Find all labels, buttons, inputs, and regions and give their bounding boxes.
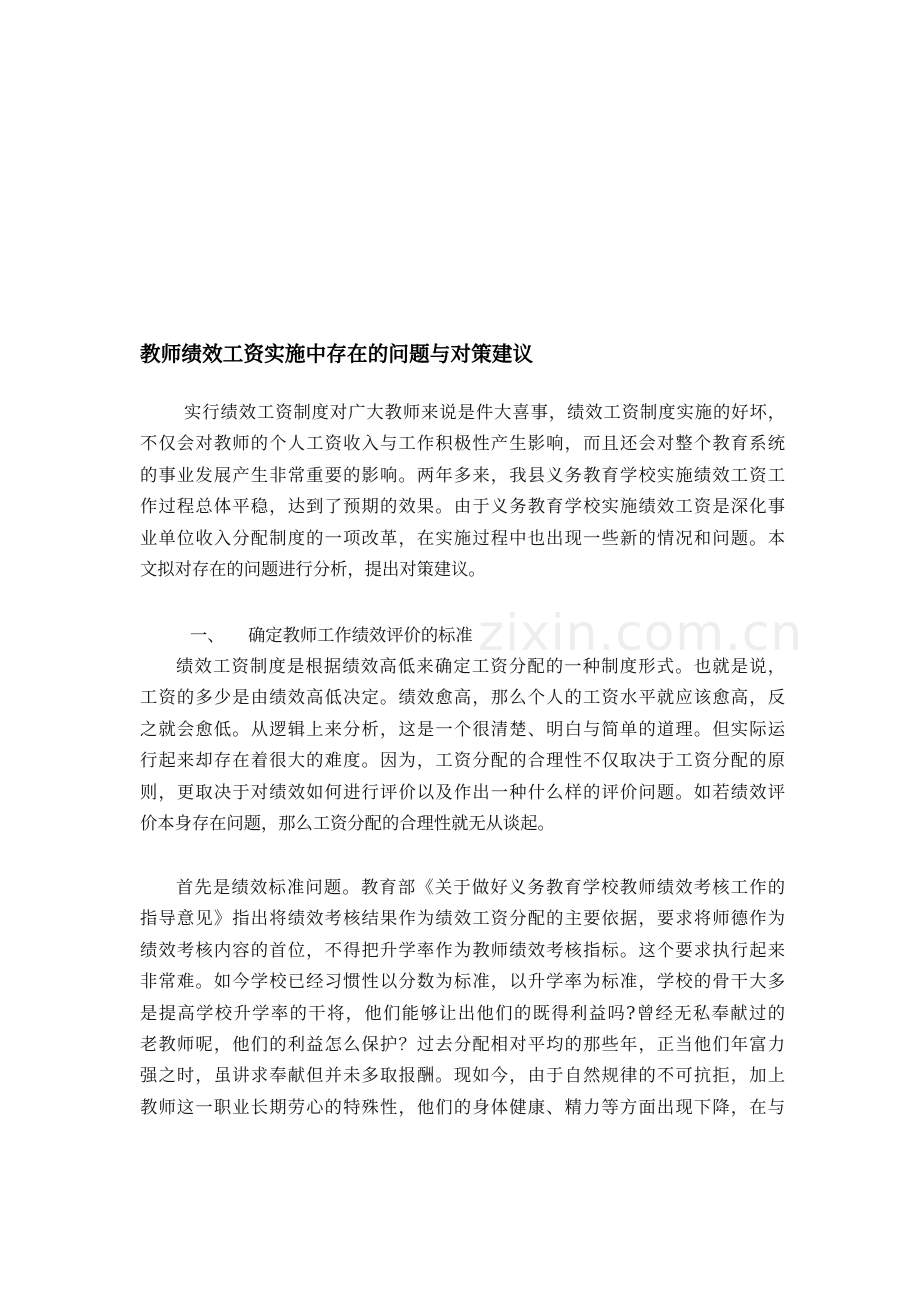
paragraph-line: 价本身存在问题，那么工资分配的合理性就无从谈起。	[140, 813, 555, 834]
paragraph-line: 的事业发展产生非常重要的影响。两年多来，我县义务教育学校实施绩效工资工	[140, 465, 785, 486]
paragraph-1	[140, 398, 785, 586]
paragraph-line: 强之时，虽讲求奉献但并未多取报酬。现如今，由于自然规律的不可抗拒，加上	[140, 1066, 785, 1087]
paragraph-line: 作过程总体平稳，达到了预期的效果。由于义务教育学校实施绩效工资是深化事	[140, 497, 785, 518]
paragraph-line: 业单位收入分配制度的一项改革，在实施过程中也出现一些新的情况和问题。本	[140, 528, 785, 549]
paragraph-2	[140, 652, 785, 840]
document-title: 教师绩效工资实施中存在的问题与对策建议	[140, 342, 534, 366]
paragraph-line: 不仅会对教师的个人工资收入与工作积极性产生影响，而且还会对整个教育系统	[140, 434, 785, 455]
paragraph-line: 之就会愈低。从逻辑上来分析，这是一个很清楚、明白与简单的道理。但实际运	[140, 719, 785, 740]
section-number: 一、	[190, 626, 225, 646]
paragraph-line: 工资的多少是由绩效高低决定。绩效愈高，那么个人的工资水平就应该愈高，反	[140, 688, 785, 709]
paragraph-line: 首先是绩效标准问题。教育部《关于做好义务教育学校教师绩效考核工作的	[176, 878, 785, 898]
paragraph-line: 教师这一职业长期劳心的特殊性，他们的身体健康、精力等方面出现下降，在与	[140, 1097, 785, 1118]
paragraph-line: 是提高学校升学率的干将，他们能够让出他们的既得利益吗?曾经无私奉献过的	[140, 1003, 785, 1024]
watermark: zixin.com.cn	[478, 604, 804, 662]
paragraph-line: 文拟对存在的问题进行分析，提出对策建议。	[140, 559, 486, 580]
section-heading-text: 确定教师工作绩效评价的标准	[248, 626, 473, 646]
section-heading	[190, 621, 473, 652]
paragraph-3	[140, 873, 785, 1124]
paragraph-line: 老教师呢，他们的利益怎么保护？过去分配相对平均的那些年，正当他们年富力	[140, 1034, 785, 1055]
paragraph-line: 指导意见》指出将绩效考核结果作为绩效工资分配的主要依据，要求将师德作为	[140, 909, 785, 930]
paragraph-line: 实行绩效工资制度对广大教师来说是件大喜事，绩效工资制度实施的好坏，	[184, 403, 785, 423]
paragraph-line: 绩效工资制度是根据绩效高低来确定工资分配的一种制度形式。也就是说，	[176, 657, 785, 677]
paragraph-line: 则，更取决于对绩效如何进行评价以及作出一种什么样的评价问题。如若绩效评	[140, 782, 785, 803]
paragraph-line: 非常难。如今学校已经习惯性以分数为标准，以升学率为标准，学校的骨干大多	[140, 972, 785, 993]
paragraph-line: 绩效考核内容的首位，不得把升学率作为教师绩效考核指标。这个要求执行起来	[140, 940, 785, 961]
paragraph-line: 行起来却存在着很大的难度。因为，工资分配的合理性不仅取决于工资分配的原	[140, 751, 785, 772]
